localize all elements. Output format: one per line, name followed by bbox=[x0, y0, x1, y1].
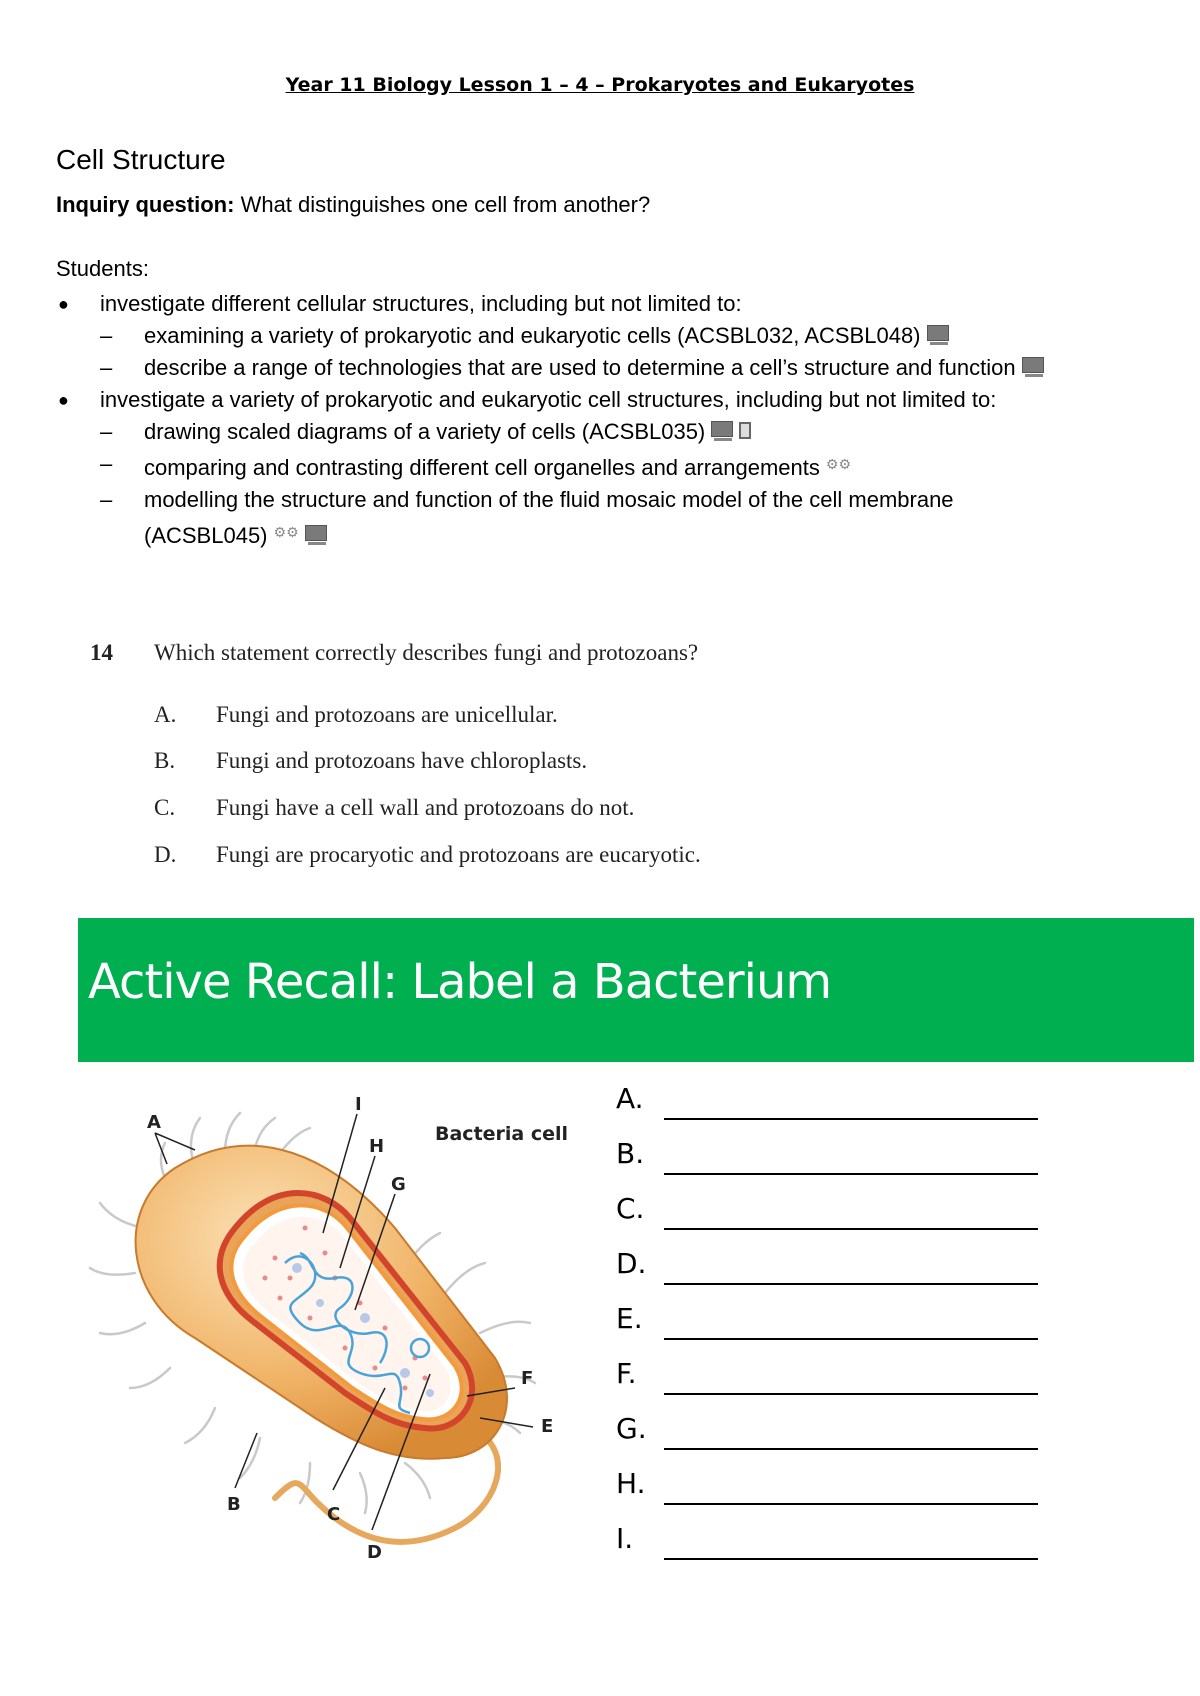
answer-row bbox=[616, 1412, 1046, 1452]
inquiry-text: What distinguishes one cell from another? bbox=[234, 192, 651, 217]
answer-row bbox=[616, 1302, 1046, 1342]
answer-row bbox=[616, 1137, 1046, 1177]
outcome-item bbox=[56, 384, 1166, 416]
diagram-label-f: F bbox=[521, 1368, 534, 1389]
bullet-icon: ● bbox=[58, 390, 69, 410]
answer-letter: B. bbox=[616, 1137, 645, 1170]
banner-title: Active Recall: Label a Bacterium bbox=[88, 954, 832, 1010]
diagram-label-e: E bbox=[541, 1416, 554, 1437]
screen-icon bbox=[305, 525, 327, 541]
answer-letter: C. bbox=[616, 1192, 645, 1225]
answer-blank[interactable] bbox=[664, 1338, 1038, 1340]
answer-row bbox=[616, 1247, 1046, 1287]
option-c bbox=[154, 795, 634, 821]
outcome-text: investigate different cellular structures, including but not limited to: bbox=[100, 291, 742, 316]
option-text: Fungi and protozoans have chloroplasts. bbox=[216, 748, 588, 773]
outcome-sub-item bbox=[56, 416, 1166, 448]
option-letter: B. bbox=[154, 748, 176, 773]
diagram-title: Bacteria cell bbox=[435, 1123, 569, 1145]
option-letter: C. bbox=[154, 795, 176, 820]
diagram-label-c: C bbox=[327, 1504, 341, 1525]
outcomes-list bbox=[56, 288, 1166, 552]
screen-icon bbox=[927, 325, 949, 341]
option-b bbox=[154, 748, 587, 774]
answer-letter: D. bbox=[616, 1247, 647, 1280]
outcome-sub-text: describe a range of technologies that are used to determine a cell’s structure and function bbox=[144, 355, 1016, 380]
answer-row bbox=[616, 1467, 1046, 1507]
answer-row bbox=[616, 1357, 1046, 1397]
answer-blank[interactable] bbox=[664, 1173, 1038, 1175]
question-text: Which statement correctly describes fungi and protozoans? bbox=[154, 640, 699, 665]
gears-icon: ⚙⚙ bbox=[825, 456, 851, 472]
answer-blank[interactable] bbox=[664, 1118, 1038, 1120]
bacteria-diagram bbox=[75, 1078, 605, 1618]
option-d bbox=[154, 842, 701, 868]
dash-icon: – bbox=[100, 323, 113, 348]
active-recall-banner bbox=[78, 918, 1194, 1062]
option-letter: A. bbox=[154, 702, 177, 727]
gears-icon: ⚙⚙ bbox=[273, 524, 299, 540]
answer-blank[interactable] bbox=[664, 1393, 1038, 1395]
dash-icon: – bbox=[100, 419, 113, 444]
question-number: 14 bbox=[90, 640, 113, 665]
option-a bbox=[154, 702, 558, 728]
answer-letter: I. bbox=[616, 1522, 634, 1555]
answer-blank[interactable] bbox=[664, 1558, 1038, 1560]
answer-letter: F. bbox=[616, 1357, 637, 1390]
outcome-sub-text: modelling the structure and function of the fluid mosaic model of the cell membrane bbox=[144, 487, 954, 512]
outcome-sub-item bbox=[56, 484, 1166, 552]
diagram-label-i: I bbox=[355, 1094, 362, 1115]
dash-icon: – bbox=[100, 355, 113, 380]
option-text: Fungi and protozoans are unicellular. bbox=[216, 702, 558, 727]
diagram-label-h: H bbox=[369, 1136, 385, 1157]
outcome-sub-item bbox=[56, 448, 1166, 484]
dash-icon: – bbox=[100, 451, 113, 476]
calculator-icon bbox=[739, 422, 751, 439]
answer-letter: A. bbox=[616, 1082, 644, 1115]
diagram-label-a: A bbox=[147, 1112, 161, 1133]
answer-letter: H. bbox=[616, 1467, 646, 1500]
option-text: Fungi are procaryotic and protozoans are eucaryotic. bbox=[216, 842, 701, 867]
screen-icon bbox=[711, 421, 733, 437]
students-label: Students: bbox=[56, 256, 149, 281]
answer-row bbox=[616, 1522, 1046, 1562]
option-text: Fungi have a cell wall and protozoans do not. bbox=[216, 795, 635, 820]
section-heading: Cell Structure bbox=[56, 144, 226, 175]
outcome-sub-text: examining a variety of prokaryotic and eukaryotic cells (ACSBL032, ACSBL048) bbox=[144, 323, 921, 348]
outcome-sub-text-line2: (ACSBL045) bbox=[144, 523, 268, 548]
outcome-sub-item bbox=[56, 352, 1166, 384]
answer-blank[interactable] bbox=[664, 1448, 1038, 1450]
outcome-sub-item bbox=[56, 320, 1166, 352]
bacteria-cell-illustration bbox=[75, 1078, 605, 1618]
outcome-item bbox=[56, 288, 1166, 320]
diagram-label-g: G bbox=[391, 1174, 406, 1195]
answer-blank[interactable] bbox=[664, 1228, 1038, 1230]
answer-blank[interactable] bbox=[664, 1283, 1038, 1285]
inquiry-label: Inquiry question: bbox=[56, 192, 235, 217]
outcome-sub-text: drawing scaled diagrams of a variety of cells (ACSBL035) bbox=[144, 419, 706, 444]
answer-letter: E. bbox=[616, 1302, 643, 1335]
answer-blank[interactable] bbox=[664, 1503, 1038, 1505]
page-title: Year 11 Biology Lesson 1 – 4 – Prokaryotes and Eukaryotes bbox=[285, 74, 915, 96]
answer-row bbox=[616, 1082, 1046, 1122]
diagram-label-d: D bbox=[367, 1542, 382, 1563]
outcome-text: investigate a variety of prokaryotic and eukaryotic cell structures, including but not limited to: bbox=[100, 387, 997, 412]
screen-icon bbox=[1022, 357, 1044, 373]
answer-letter: G. bbox=[616, 1412, 647, 1445]
answer-row bbox=[616, 1192, 1046, 1232]
inquiry-question bbox=[56, 192, 650, 218]
outcome-sub-text: comparing and contrasting different cell organelles and arrangements bbox=[144, 455, 820, 480]
diagram-label-b: B bbox=[227, 1494, 241, 1515]
bullet-icon: ● bbox=[58, 294, 69, 314]
dash-icon: – bbox=[100, 487, 113, 512]
option-letter: D. bbox=[154, 842, 177, 867]
